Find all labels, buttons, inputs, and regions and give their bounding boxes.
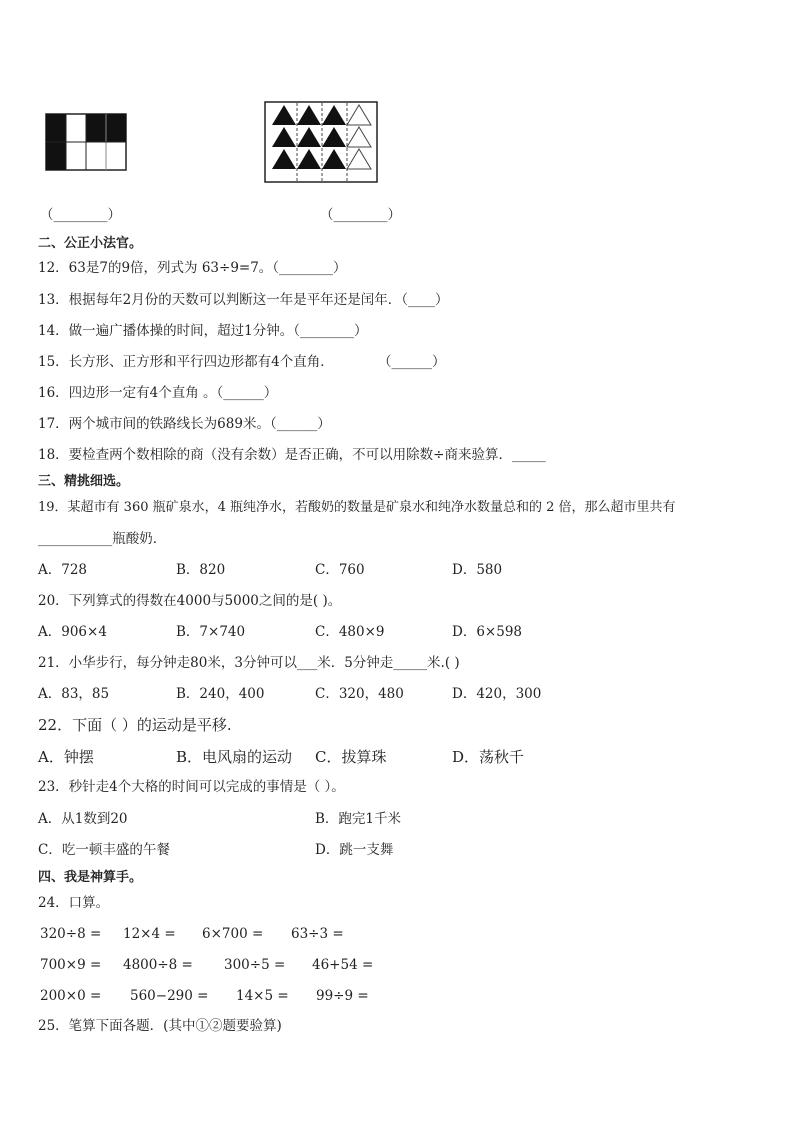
calc-r1-c1: 320÷8 =	[40, 926, 102, 942]
q23-option-b[interactable]: B．跑完1千米	[315, 811, 402, 827]
question-25: 25．笔算下面各题．(其中①②题要验算)	[38, 1018, 282, 1034]
q22-option-c[interactable]: C．拔算珠	[315, 748, 387, 766]
right-figure-answer[interactable]: （________）	[320, 207, 401, 223]
left-figure-answer[interactable]: （________）	[40, 207, 121, 223]
question-24: 24．口算。	[38, 895, 110, 911]
calc-r1-c3: 6×700 =	[202, 926, 264, 942]
calc-r3-c1: 200×0 =	[40, 988, 102, 1004]
q20-option-c[interactable]: C．480×9	[315, 624, 385, 640]
calc-r1-c4: 63÷3 =	[291, 926, 344, 942]
calc-r2-c2: 4800÷8 =	[123, 957, 193, 973]
q19-option-c[interactable]: C．760	[315, 562, 365, 578]
question-15: 15．长方形、正方形和平行四边形都有4个直角．	[38, 354, 334, 370]
q22-option-a[interactable]: A．钟摆	[38, 748, 94, 766]
question-21: 21．小华步行，每分钟走80米，3分钟可以___米．5分钟走_____米.( )	[38, 655, 460, 671]
grid-figure	[44, 112, 128, 172]
q23-option-d[interactable]: D．跳一支舞	[315, 842, 394, 858]
section-2-title: 二、公正小法官。	[38, 236, 143, 251]
question-16: 16．四边形一定有4个直角 。（______）	[38, 385, 278, 401]
question-18: 18．要检查两个数相除的商（没有余数）是否正确，不可以用除数÷商来验算．_____	[38, 447, 546, 463]
calc-r3-c3: 14×5 =	[236, 988, 289, 1004]
q22-option-b[interactable]: B．电风扇的运动	[176, 748, 293, 766]
q21-option-c[interactable]: C．320，480	[315, 686, 404, 702]
calc-r1-c2: 12×4 =	[123, 926, 176, 942]
question-22: 22．下面（ ）的运动是平移.	[38, 716, 232, 734]
question-17: 17．两个城市间的铁路线长为689米。（______）	[38, 416, 331, 432]
section-4-title: 四、我是神算手。	[38, 870, 143, 885]
calc-r2-c1: 700×9 =	[40, 957, 102, 973]
question-14: 14．做一遍广播体操的时间，超过1分钟。（________）	[38, 323, 368, 339]
q20-option-a[interactable]: A．906×4	[38, 624, 107, 640]
q21-option-b[interactable]: B．240，400	[176, 686, 265, 702]
q21-option-d[interactable]: D．420，300	[452, 686, 542, 702]
q19-option-b[interactable]: B．820	[176, 562, 226, 578]
calc-r2-c4: 46+54 =	[312, 957, 374, 973]
question-23: 23．秒针走4个大格的时间可以完成的事情是（ ）。	[38, 779, 345, 795]
calc-r3-c4: 99÷9 =	[316, 988, 369, 1004]
q20-option-b[interactable]: B．7×740	[176, 624, 246, 640]
question-12: 12．63是7的9倍，列式为 63÷9=7。（________）	[38, 260, 347, 276]
calc-r2-c3: 300÷5 =	[224, 957, 286, 973]
q23-option-c[interactable]: C．吃一顿丰盛的午餐	[38, 842, 170, 858]
q20-option-d[interactable]: D．6×598	[452, 624, 522, 640]
question-19-line2: ___________瓶酸奶．	[38, 531, 167, 547]
section-3-title: 三、精挑细选。	[38, 474, 130, 489]
q19-option-d[interactable]: D．580	[452, 562, 503, 578]
question-13: 13．根据每年2月份的天数可以判断这一年是平年还是闰年．（____）	[38, 292, 449, 308]
q22-option-d[interactable]: D．荡秋千	[452, 748, 525, 766]
q19-option-a[interactable]: A．728	[38, 562, 88, 578]
triangle-figure	[264, 101, 378, 183]
question-20: 20．下列算式的得数在4000与5000之间的是( )。	[38, 593, 342, 609]
question-15-blank[interactable]: （______）	[378, 354, 446, 370]
q21-option-a[interactable]: A．83，85	[38, 686, 110, 702]
calc-r3-c2: 560−290 =	[130, 988, 209, 1004]
q23-option-a[interactable]: A．从1数到20	[38, 811, 128, 827]
question-19-line1: 19．某超市有 360 瓶矿泉水，4 瓶纯净水，若酸奶的数量是矿泉水和纯净水数量总和的 2 倍，那么超市里共有	[38, 500, 676, 515]
